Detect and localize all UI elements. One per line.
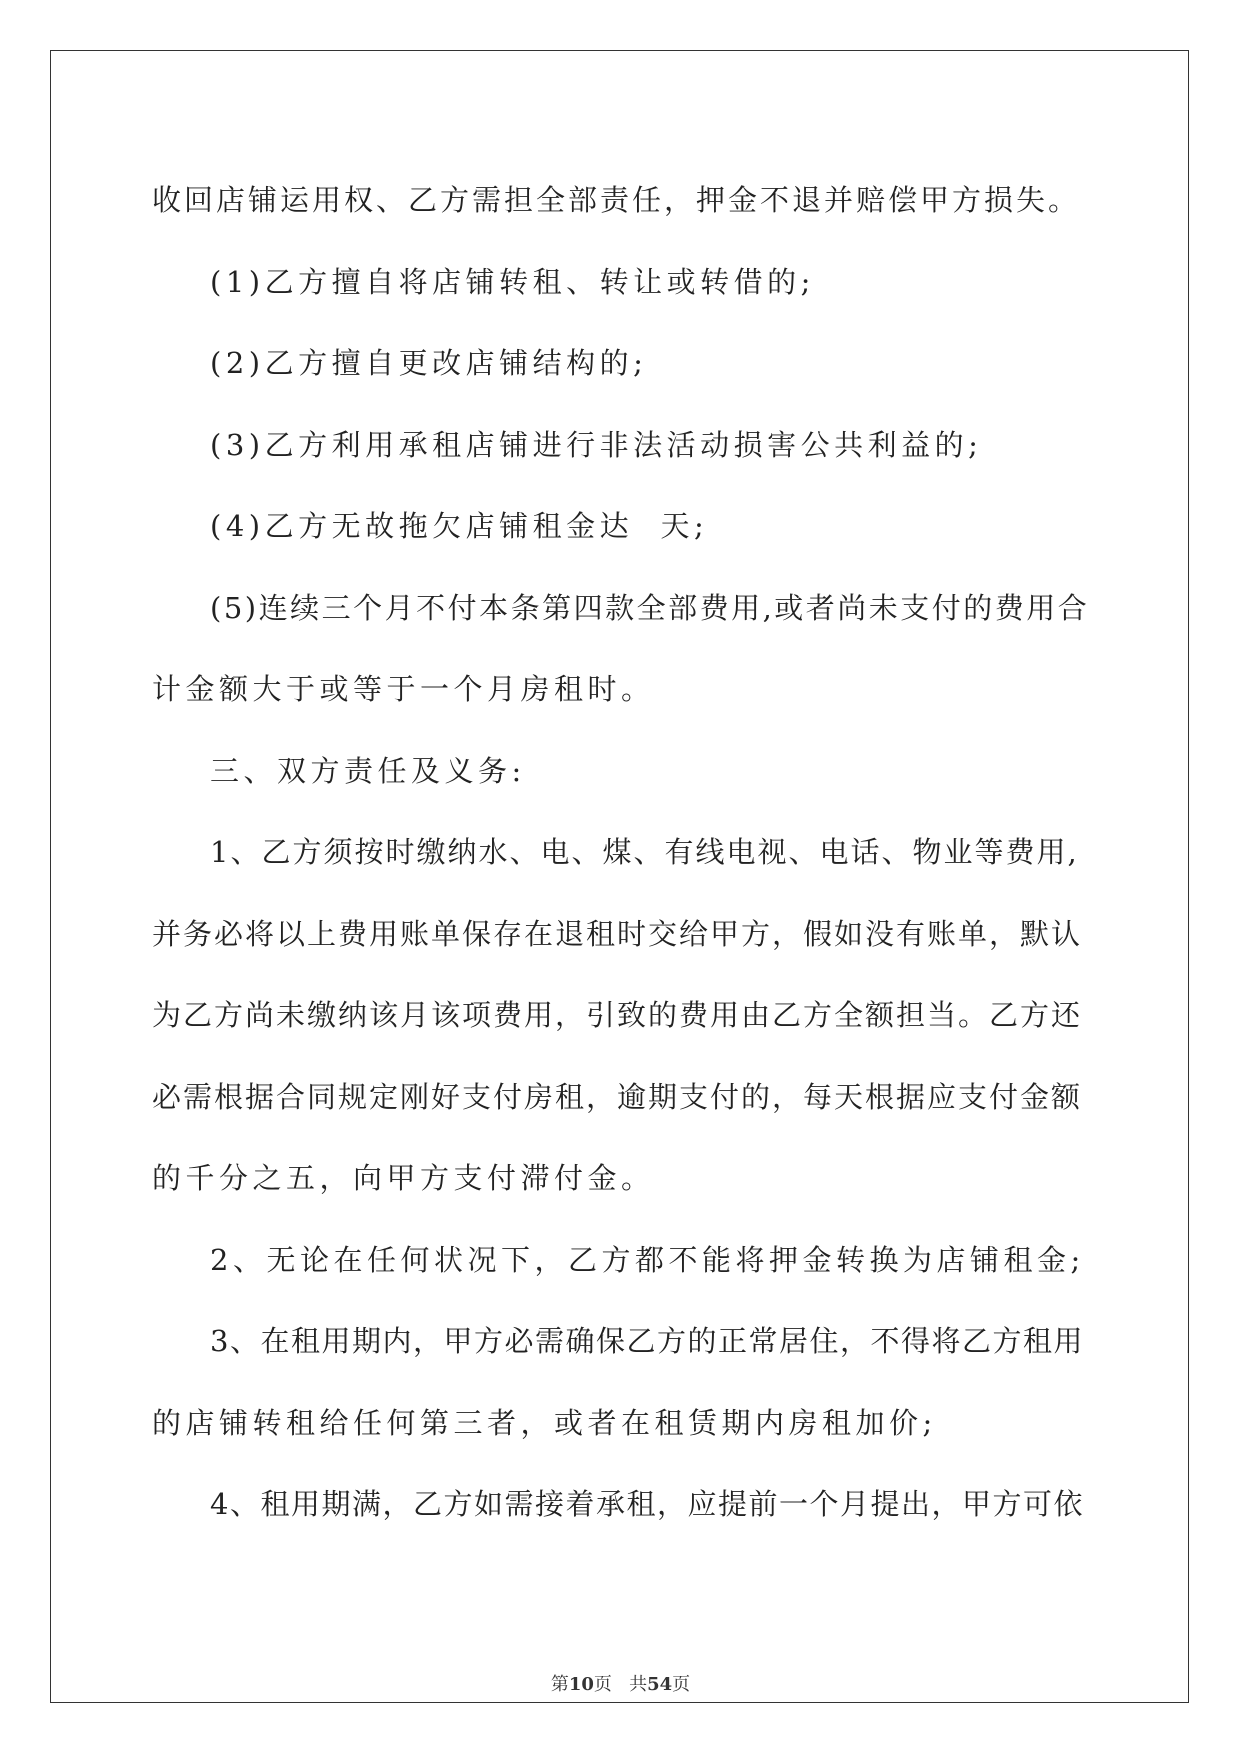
duty-item-1-line-5: 的千分之五，向甲方支付滞付金。 [152, 1161, 655, 1195]
duty-item-3-line-2: 的店铺转租给任何第三者，或者在租赁期内房租加价; [152, 1405, 937, 1440]
page-footer [0, 1670, 1241, 1696]
clause-item-1: (1)乙方擅自将店铺转租、转让或转借的; [210, 264, 815, 299]
duty-item-4: 4、租用期满，乙方如需接着承租，应提前一个月提出，甲方可依 [210, 1487, 1084, 1521]
total-pages-number: 54 [647, 1674, 673, 1695]
duty-item-1-line-2: 并务必将以上费用账单保存在退租时交给甲方，假如没有账单，默认 [152, 916, 1083, 951]
clause-item-4: (4)乙方无故拖欠店铺租金达 天; [210, 509, 709, 543]
duty-item-1: 1、乙方须按时缴纳水、电、煤、有线电视、电话、物业等费用, [210, 835, 1079, 869]
footer-middle: 页 共 [593, 1674, 648, 1695]
duty-item-2: 2、无论在任何状况下，乙方都不能将押金转换为店铺租金; [210, 1242, 1085, 1277]
clause-item-3: (3)乙方利用承租店铺进行非法活动损害公共利益的; [210, 427, 983, 462]
current-page-number: 10 [568, 1674, 594, 1695]
section-heading-3: 三、双方责任及义务: [210, 753, 526, 788]
duty-item-1-line-3: 为乙方尚未缴纳该月该项费用，引致的费用由乙方全额担当。乙方还 [152, 998, 1083, 1032]
paragraph-line-1: 收回店铺运用权、乙方需担全部责任，押金不退并赔偿甲方损失。 [152, 183, 1081, 217]
document-body [152, 160, 1092, 1546]
footer-suffix: 页 [672, 1674, 691, 1695]
clause-item-5-continued: 计金额大于或等于一个月房租时。 [152, 672, 655, 706]
duty-item-1-line-4: 必需根据合同规定刚好支付房租，逾期支付的，每天根据应支付金额 [152, 1079, 1083, 1114]
footer-prefix: 第 [550, 1674, 569, 1695]
clause-item-5: (5)连续三个月不付本条第四款全部费用,或者尚未支付的费用合 [210, 590, 1090, 625]
duty-item-3: 3、在租用期内，甲方必需确保乙方的正常居住，不得将乙方租用 [210, 1324, 1084, 1358]
clause-item-2: (2)乙方擅自更改店铺结构的; [210, 346, 648, 380]
